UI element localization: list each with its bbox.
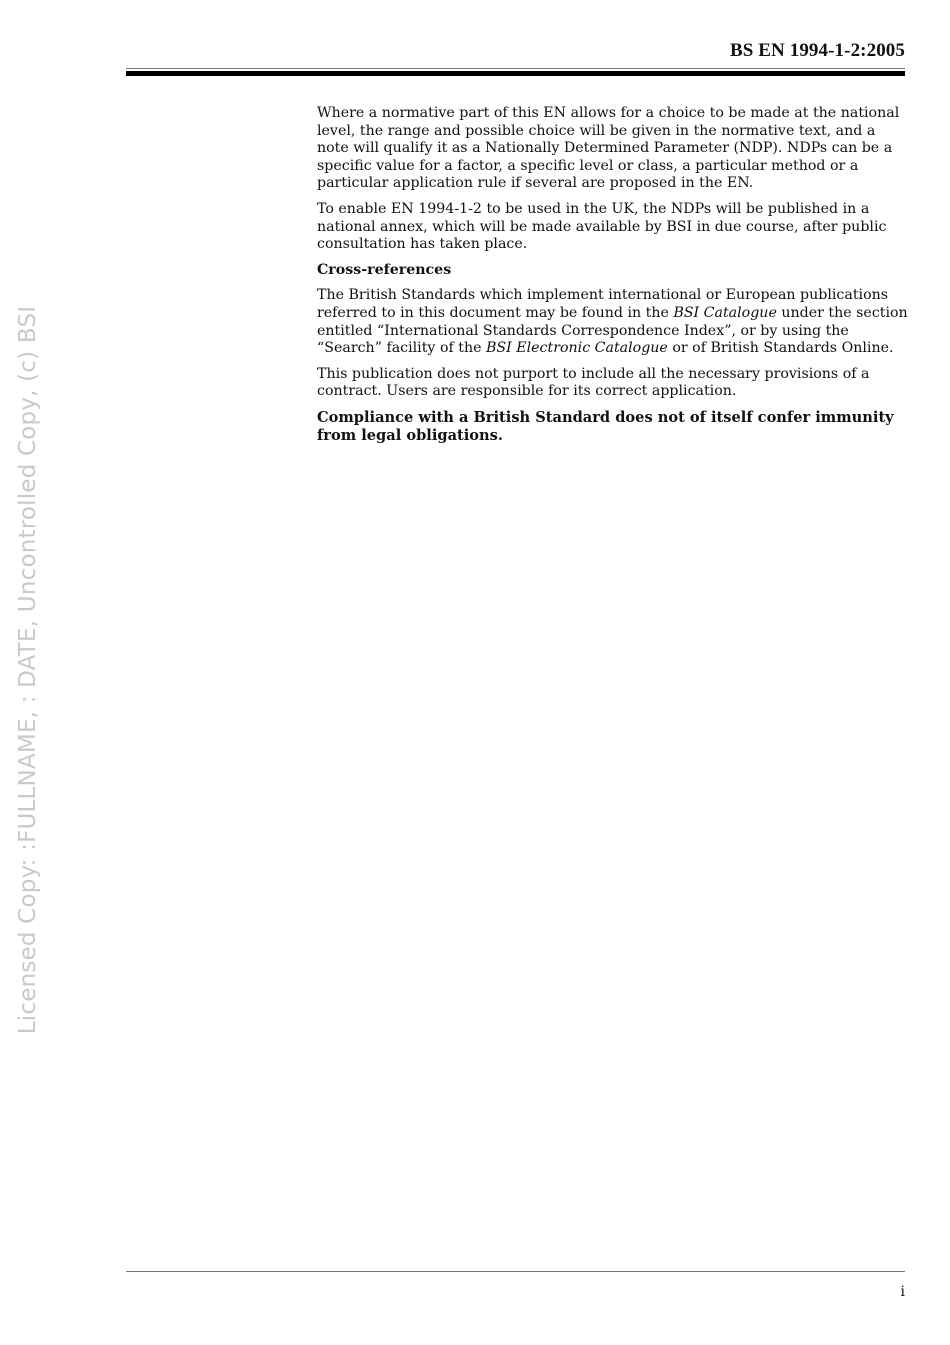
cross-references-paragraph xyxy=(317,287,909,357)
cross-ref-text-3: or of British Standards Online. xyxy=(667,340,894,357)
page-number: i xyxy=(900,1284,905,1300)
cross-ref-text-2: under the section entitled “International Standards Correspondence Index”, or by using the “Search” facility of the xyxy=(317,304,908,357)
cross-references-heading: Cross-references xyxy=(317,261,452,278)
provisions-paragraph: This publication does not purport to include all the necessary provisions of a contract. Users are responsible for its correct application. xyxy=(317,365,870,400)
standard-number-header: BS EN 1994-1-2:2005 xyxy=(729,40,905,61)
ndp-paragraph: Where a normative part of this EN allows for a choice to be made at the national level, the range and possible choice will be given in the normative text, and a note will qualify it as a Nationally Determined Parameter (NDP). NDPs can be a specific value for a factor, a specific level or class, a particular method or a particular application rule if several are proposed in the EN. xyxy=(317,105,900,192)
footer-rule xyxy=(126,1271,905,1272)
national-annex-paragraph: To enable EN 1994-1-2 to be used in the UK, the NDPs will be published in a national annex, which will be made available by BSI in due course, after public consultation has taken place. xyxy=(317,200,887,253)
bsi-catalogue-reference: BSI Catalogue xyxy=(673,304,777,321)
cross-ref-text-1: The British Standards which implement international or European publications referred to in this document may be found in the xyxy=(317,287,889,321)
compliance-notice: Compliance with a British Standard does not of itself confer immunity from legal obligations. xyxy=(317,408,894,444)
license-watermark: Licensed Copy: :FULLNAME, : DATE, Uncontrolled Copy, (c) BSI xyxy=(15,305,41,1035)
header-thin-rule xyxy=(126,68,905,69)
document-body xyxy=(317,105,909,452)
header-thick-rule xyxy=(126,71,905,76)
bsi-electronic-catalogue-reference: BSI Electronic Catalogue xyxy=(486,340,668,357)
